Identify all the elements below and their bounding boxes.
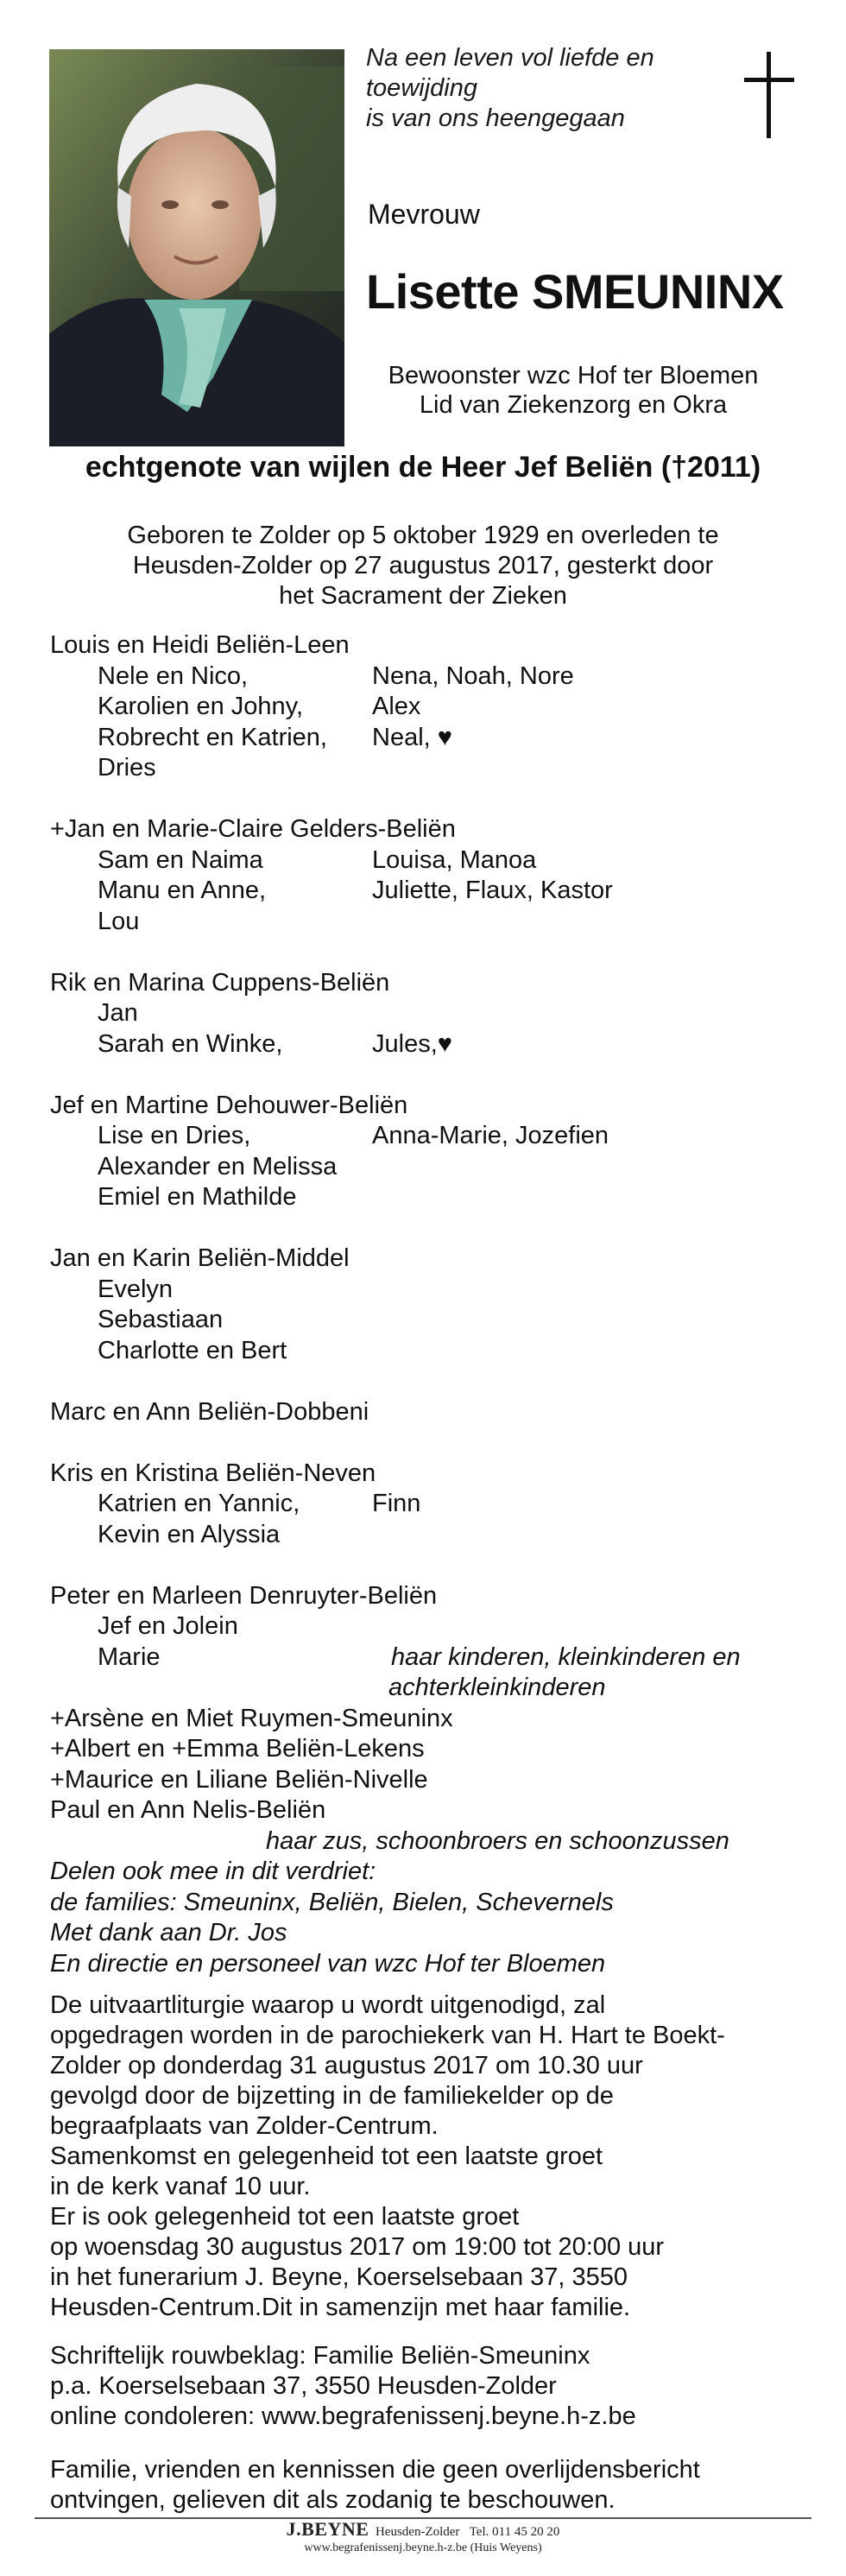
grandchildren: Alex (372, 693, 421, 720)
grandchildren: Finn (372, 1490, 421, 1517)
child-couple: Manu en Anne, (98, 877, 267, 904)
family-member-row (50, 1642, 810, 1674)
latin-cross-icon (744, 52, 794, 138)
sharing-line: Delen ook mee in dit verdriet: (50, 1858, 376, 1885)
family-member-row (50, 661, 810, 693)
funeral-home-website[interactable]: www.begrafenissenj.beyne.h-z.be (304, 2541, 468, 2554)
service-line: begraafplaats van Zolder-Centrum. (50, 2112, 439, 2140)
closing-line: Familie, vrienden en kennissen die geen overlijdensbericht (50, 2456, 700, 2484)
family-member-row (50, 1182, 810, 1213)
intro-verse (366, 43, 654, 134)
family-member-row (50, 753, 810, 784)
condolence-line: Schriftelijk rouwbeklag: Familie Beliën-Smeuninx (50, 2342, 590, 2370)
condolence-info (50, 2341, 810, 2432)
child-couple: Lou (98, 907, 140, 935)
family-head: Kris en Kristina Beliën-Neven (50, 1459, 376, 1487)
family-head: +Jan en Marie-Claire Gelders-Beliën (50, 815, 456, 843)
child-couple: Nele en Nico, (98, 661, 249, 690)
child-couple: Lise en Dries, (98, 1122, 251, 1149)
family-member-row (50, 692, 810, 723)
grandchildren: Anna-Marie, Jozefien (372, 1122, 609, 1149)
siblings-signature: haar zus, schoonbroers en schoonzussen (266, 1826, 729, 1855)
membership-line: Lid van Ziekenzorg en Okra (419, 391, 728, 419)
children-signature: achterkleinkinderen (388, 1674, 606, 1701)
intro-line: Na een leven vol liefde en (366, 44, 654, 72)
child-couple: Jan (98, 999, 138, 1027)
family-head: Peter en Marleen Denruyter-Beliën (50, 1581, 438, 1610)
child-couple: Robrecht en Katrien, (98, 723, 327, 751)
birth-line: het Sacrament der Zieken (279, 582, 567, 610)
sibling-line: +Maurice en Liliane Beliën-Nivelle (50, 1765, 428, 1794)
child-couple: Katrien en Yannic, (98, 1490, 300, 1517)
sharing-line: Met dank aan Dr. Jos (50, 1919, 287, 1946)
funeral-service-info (50, 1991, 810, 2323)
child-couple: Charlotte en Bert (98, 1336, 287, 1364)
funeral-home-phone: Tel. 011 45 20 20 (469, 2525, 560, 2539)
birth-death-info (52, 521, 794, 611)
child-couple: Kevin en Alyssia (98, 1520, 281, 1548)
footer-divider (35, 2517, 811, 2519)
closing-note (50, 2455, 810, 2516)
service-line: opgedragen worden in de parochiekerk van H. Hart te Boekt- (50, 2022, 725, 2049)
honorific: Mevrouw (368, 199, 480, 230)
service-line: Zolder op donderdag 31 augustus 2017 om 10.30 uur (50, 2052, 643, 2079)
grandchildren: Neal, ♥ (372, 723, 452, 751)
family-member-row (50, 876, 810, 907)
sharing-line: de families: Smeuninx, Beliën, Bielen, Schevernels (50, 1888, 614, 1916)
closing-line: ontvingen, gelieven dit als zodanig te beschouwen. (50, 2486, 616, 2514)
spouse-line: echtgenote van wijlen de Heer Jef Beliën (†2011) (85, 451, 761, 484)
service-line: in de kerk vanaf 10 uur. (50, 2173, 311, 2200)
family-member-row (50, 1520, 810, 1551)
child-couple: Alexander en Melissa (98, 1152, 338, 1180)
family-member-row (50, 1121, 810, 1152)
sibling-line: +Arsène en Miet Ruymen-Smeuninx (50, 1704, 453, 1732)
family-head: Jef en Martine Dehouwer-Beliën (50, 1091, 408, 1119)
membership-line: Bewoonster wzc Hof ter Bloemen (388, 362, 759, 389)
family-member-row (50, 845, 810, 877)
signature-row (50, 1826, 810, 1858)
child-couple: Jef en Jolein (98, 1612, 238, 1640)
family-member-row (50, 1305, 810, 1336)
child-couple: Sarah en Winke, (98, 1029, 283, 1058)
sibling-line: Paul en Ann Nelis-Beliën (50, 1796, 326, 1824)
family-member-row (50, 1489, 810, 1520)
funeral-home-footer (0, 2518, 846, 2556)
deceased-name: Lisette SMEUNINX (366, 264, 784, 319)
family-member-row (50, 1275, 810, 1306)
portrait-illustration (49, 49, 344, 446)
children-signature: haar kinderen, kleinkinderen en (391, 1642, 741, 1671)
service-line: op woensdag 30 augustus 2017 om 19:00 tot 20:00 uur (50, 2233, 665, 2261)
child-couple: Emiel en Mathilde (98, 1183, 297, 1211)
family-member-row (50, 1611, 810, 1642)
funeral-home-note: (Huis Weyens) (470, 2541, 542, 2554)
grandchildren: Nena, Noah, Nore (372, 661, 574, 690)
sharing-line: En directie en personeel van wzc Hof ter Bloemen (50, 1949, 606, 1978)
family-head: Louis en Heidi Beliën-Leen (50, 631, 350, 659)
funeral-home-brand: J.BEYNE (286, 2518, 369, 2540)
child-couple: Karolien en Johny, (98, 693, 304, 720)
funeral-home-location: Heusden-Zolder (375, 2525, 460, 2539)
membership-info (366, 361, 780, 420)
grandchildren: Louisa, Manoa (372, 845, 537, 874)
family-member-row (50, 907, 810, 938)
service-line: Samenkomst en gelegenheid tot een laatste groet (50, 2142, 603, 2170)
family-member-row (50, 1029, 810, 1060)
condolence-line: p.a. Koerselsebaan 37, 3550 Heusden-Zolder (50, 2372, 557, 2400)
family-member-row (50, 1336, 810, 1367)
intro-line: is van ons heengegaan (366, 104, 625, 132)
family-head: Marc en Ann Beliën-Dobbeni (50, 1397, 369, 1426)
birth-line: Geboren te Zolder op 5 oktober 1929 en overleden te (127, 522, 719, 549)
family-member-row (50, 723, 810, 754)
service-line: gevolgd door de bijzetting in de familiekelder op de (50, 2082, 614, 2110)
service-line: in het funerarium J. Beyne, Koerselsebaan 37, 3550 (50, 2263, 628, 2291)
service-line: Heusden-Centrum.Dit in samenzijn met haar familie. (50, 2294, 631, 2321)
portrait-photo (49, 49, 344, 446)
child-couple: Sebastiaan (98, 1306, 224, 1333)
birth-line: Heusden-Zolder op 27 augustus 2017, gesterkt door (132, 552, 714, 579)
service-line: De uitvaartliturgie waarop u wordt uitgenodigd, zal (50, 1991, 606, 2019)
child-couple: Marie (98, 1642, 161, 1671)
family-list (50, 630, 810, 1979)
child-couple: Sam en Naima (98, 845, 263, 874)
signature-row (50, 1673, 810, 1704)
child-couple: Dries (98, 754, 156, 782)
service-line: Er is ook gelegenheid tot een laatste groet (50, 2203, 520, 2231)
child-couple: Evelyn (98, 1275, 174, 1303)
family-head: Jan en Karin Beliën-Middel (50, 1244, 350, 1272)
sibling-line: +Albert en +Emma Beliën-Lekens (50, 1735, 425, 1763)
family-member-row (50, 998, 810, 1029)
grandchildren: Juliette, Flaux, Kastor (372, 877, 613, 904)
grandchildren: Jules,♥ (372, 1029, 452, 1058)
family-head: Rik en Marina Cuppens-Beliën (50, 968, 390, 997)
intro-line: toewijding (366, 74, 477, 102)
condolence-link[interactable]: online condoleren: www.begrafenissenj.beyne.h-z.be (50, 2402, 636, 2430)
family-member-row (50, 1152, 810, 1183)
